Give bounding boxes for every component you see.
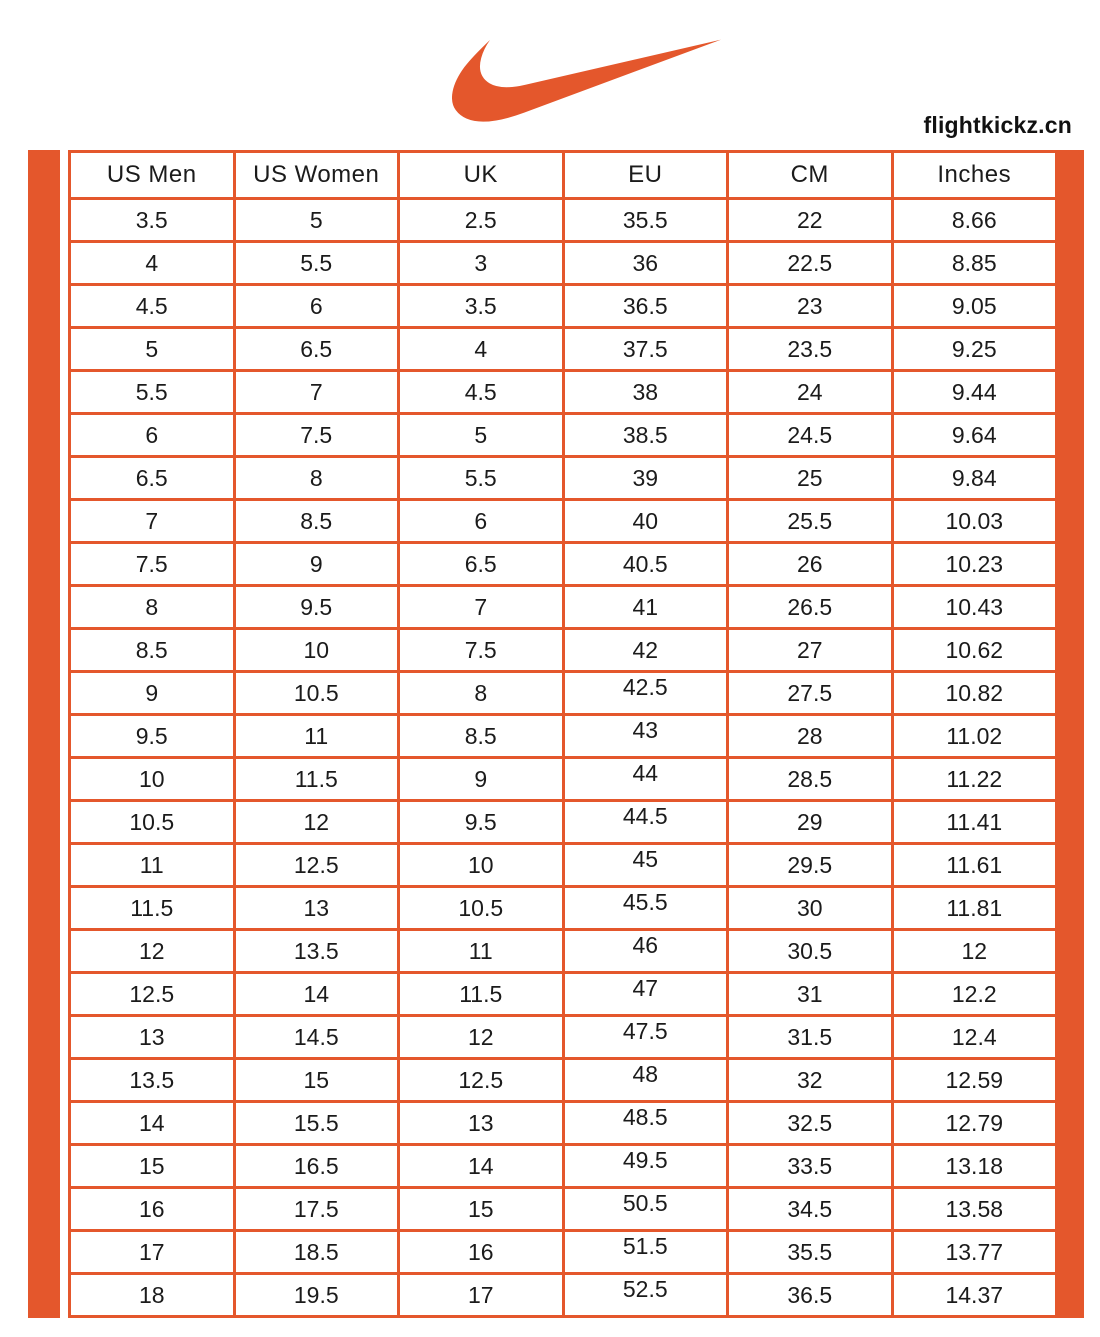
cell-uk: 5 <box>399 414 564 457</box>
cell-uk: 9 <box>399 758 564 801</box>
cell-eu: 40.5 <box>563 543 728 586</box>
cell-eu: 40 <box>563 500 728 543</box>
table-header <box>70 152 1057 199</box>
cell-us-women: 11.5 <box>234 758 399 801</box>
cell-inches: 9.05 <box>892 285 1057 328</box>
cell-inches: 12.59 <box>892 1059 1057 1102</box>
cell-cm: 31 <box>728 973 893 1016</box>
table-row <box>70 371 1057 414</box>
cell-uk: 14 <box>399 1145 564 1188</box>
table-row <box>70 801 1057 844</box>
cell-cm: 32 <box>728 1059 893 1102</box>
table-row <box>70 1231 1057 1274</box>
table-row <box>70 1059 1057 1102</box>
table-row <box>70 930 1057 973</box>
table-row <box>70 500 1057 543</box>
table-row <box>70 715 1057 758</box>
table-row <box>70 672 1057 715</box>
cell-inches: 10.23 <box>892 543 1057 586</box>
cell-eu: 48.5 <box>563 1102 728 1145</box>
table-row <box>70 1016 1057 1059</box>
cell-uk: 3.5 <box>399 285 564 328</box>
cell-uk: 12 <box>399 1016 564 1059</box>
cell-inches: 12.2 <box>892 973 1057 1016</box>
cell-us-women: 8 <box>234 457 399 500</box>
cell-eu: 36.5 <box>563 285 728 328</box>
cell-eu: 46 <box>563 930 728 973</box>
table-row <box>70 758 1057 801</box>
cell-us-women: 12 <box>234 801 399 844</box>
cell-us-women: 15 <box>234 1059 399 1102</box>
cell-us-men: 11 <box>70 844 235 887</box>
header-row <box>70 152 1057 199</box>
cell-inches: 9.44 <box>892 371 1057 414</box>
cell-inches: 11.81 <box>892 887 1057 930</box>
cell-us-men: 8.5 <box>70 629 235 672</box>
cell-cm: 31.5 <box>728 1016 893 1059</box>
cell-us-men: 4.5 <box>70 285 235 328</box>
table-row <box>70 414 1057 457</box>
cell-inches: 10.82 <box>892 672 1057 715</box>
cell-inches: 14.37 <box>892 1274 1057 1317</box>
cell-eu: 50.5 <box>563 1188 728 1231</box>
cell-us-women: 11 <box>234 715 399 758</box>
cell-eu: 42 <box>563 629 728 672</box>
cell-uk: 7 <box>399 586 564 629</box>
size-conversion-table <box>28 150 1084 1318</box>
cell-uk: 11 <box>399 930 564 973</box>
cell-us-women: 7.5 <box>234 414 399 457</box>
cell-us-men: 13 <box>70 1016 235 1059</box>
table-row <box>70 887 1057 930</box>
cell-us-men: 6 <box>70 414 235 457</box>
cell-cm: 27 <box>728 629 893 672</box>
table-row <box>70 973 1057 1016</box>
left-accent-strip <box>28 150 60 1318</box>
cell-cm: 30 <box>728 887 893 930</box>
cell-cm: 22.5 <box>728 242 893 285</box>
cell-cm: 24.5 <box>728 414 893 457</box>
cell-us-women: 17.5 <box>234 1188 399 1231</box>
table-row <box>70 285 1057 328</box>
cell-us-men: 12.5 <box>70 973 235 1016</box>
column-header-us-men: US Men <box>70 152 235 199</box>
cell-us-men: 14 <box>70 1102 235 1145</box>
cell-cm: 23.5 <box>728 328 893 371</box>
table-row <box>70 199 1057 242</box>
cell-us-men: 10 <box>70 758 235 801</box>
cell-cm: 26 <box>728 543 893 586</box>
cell-uk: 2.5 <box>399 199 564 242</box>
cell-us-men: 10.5 <box>70 801 235 844</box>
cell-cm: 32.5 <box>728 1102 893 1145</box>
cell-cm: 25.5 <box>728 500 893 543</box>
cell-cm: 29.5 <box>728 844 893 887</box>
cell-us-men: 3.5 <box>70 199 235 242</box>
cell-inches: 12 <box>892 930 1057 973</box>
column-header-us-women: US Women <box>234 152 399 199</box>
cell-us-women: 6 <box>234 285 399 328</box>
cell-us-women: 9.5 <box>234 586 399 629</box>
cell-us-women: 14.5 <box>234 1016 399 1059</box>
table-row <box>70 328 1057 371</box>
cell-us-women: 14 <box>234 973 399 1016</box>
cell-us-men: 12 <box>70 930 235 973</box>
cell-uk: 7.5 <box>399 629 564 672</box>
cell-us-men: 9.5 <box>70 715 235 758</box>
cell-inches: 9.64 <box>892 414 1057 457</box>
cell-cm: 28 <box>728 715 893 758</box>
cell-eu: 45 <box>563 844 728 887</box>
cell-inches: 10.03 <box>892 500 1057 543</box>
cell-eu: 45.5 <box>563 887 728 930</box>
cell-us-women: 13 <box>234 887 399 930</box>
cell-uk: 10.5 <box>399 887 564 930</box>
cell-inches: 10.62 <box>892 629 1057 672</box>
cell-us-men: 5.5 <box>70 371 235 414</box>
cell-us-men: 11.5 <box>70 887 235 930</box>
cell-cm: 25 <box>728 457 893 500</box>
table-row <box>70 586 1057 629</box>
cell-cm: 23 <box>728 285 893 328</box>
cell-us-men: 9 <box>70 672 235 715</box>
table-row <box>70 1145 1057 1188</box>
size-table <box>68 150 1058 1318</box>
cell-eu: 52.5 <box>563 1274 728 1317</box>
cell-uk: 16 <box>399 1231 564 1274</box>
cell-eu: 39 <box>563 457 728 500</box>
cell-us-women: 8.5 <box>234 500 399 543</box>
cell-eu: 44 <box>563 758 728 801</box>
cell-us-men: 17 <box>70 1231 235 1274</box>
nike-swoosh-icon <box>452 26 724 122</box>
watermark-text: flightkickz.cn <box>923 112 1072 138</box>
cell-us-women: 9 <box>234 543 399 586</box>
cell-uk: 12.5 <box>399 1059 564 1102</box>
table-row <box>70 543 1057 586</box>
cell-eu: 38 <box>563 371 728 414</box>
cell-eu: 36 <box>563 242 728 285</box>
cell-inches: 8.85 <box>892 242 1057 285</box>
cell-cm: 34.5 <box>728 1188 893 1231</box>
column-header-uk: UK <box>399 152 564 199</box>
cell-us-men: 18 <box>70 1274 235 1317</box>
cell-inches: 12.4 <box>892 1016 1057 1059</box>
column-header-eu: EU <box>563 152 728 199</box>
cell-uk: 6 <box>399 500 564 543</box>
cell-uk: 11.5 <box>399 973 564 1016</box>
cell-us-women: 12.5 <box>234 844 399 887</box>
cell-inches: 13.77 <box>892 1231 1057 1274</box>
cell-cm: 30.5 <box>728 930 893 973</box>
cell-us-women: 5.5 <box>234 242 399 285</box>
cell-eu: 44.5 <box>563 801 728 844</box>
cell-us-women: 13.5 <box>234 930 399 973</box>
cell-uk: 4.5 <box>399 371 564 414</box>
cell-us-women: 10.5 <box>234 672 399 715</box>
cell-uk: 3 <box>399 242 564 285</box>
cell-us-women: 7 <box>234 371 399 414</box>
cell-eu: 35.5 <box>563 199 728 242</box>
cell-inches: 9.25 <box>892 328 1057 371</box>
cell-us-men: 5 <box>70 328 235 371</box>
cell-inches: 8.66 <box>892 199 1057 242</box>
cell-us-men: 16 <box>70 1188 235 1231</box>
cell-cm: 33.5 <box>728 1145 893 1188</box>
cell-cm: 29 <box>728 801 893 844</box>
cell-eu: 49.5 <box>563 1145 728 1188</box>
cell-us-men: 7 <box>70 500 235 543</box>
column-header-inches: Inches <box>892 152 1057 199</box>
cell-eu: 43 <box>563 715 728 758</box>
cell-cm: 24 <box>728 371 893 414</box>
cell-us-women: 18.5 <box>234 1231 399 1274</box>
cell-us-men: 15 <box>70 1145 235 1188</box>
cell-uk: 8 <box>399 672 564 715</box>
column-header-cm: CM <box>728 152 893 199</box>
table-row <box>70 242 1057 285</box>
cell-us-women: 6.5 <box>234 328 399 371</box>
cell-inches: 12.79 <box>892 1102 1057 1145</box>
cell-cm: 22 <box>728 199 893 242</box>
table-row <box>70 629 1057 672</box>
cell-uk: 4 <box>399 328 564 371</box>
cell-inches: 11.41 <box>892 801 1057 844</box>
cell-us-men: 4 <box>70 242 235 285</box>
cell-cm: 27.5 <box>728 672 893 715</box>
cell-us-women: 15.5 <box>234 1102 399 1145</box>
cell-uk: 17 <box>399 1274 564 1317</box>
cell-inches: 9.84 <box>892 457 1057 500</box>
cell-us-women: 16.5 <box>234 1145 399 1188</box>
cell-uk: 8.5 <box>399 715 564 758</box>
cell-eu: 47 <box>563 973 728 1016</box>
cell-uk: 13 <box>399 1102 564 1145</box>
table-body <box>70 199 1057 1317</box>
cell-inches: 11.61 <box>892 844 1057 887</box>
table-row <box>70 457 1057 500</box>
cell-us-men: 7.5 <box>70 543 235 586</box>
cell-eu: 38.5 <box>563 414 728 457</box>
cell-uk: 6.5 <box>399 543 564 586</box>
right-accent-strip <box>1058 150 1084 1318</box>
cell-uk: 15 <box>399 1188 564 1231</box>
cell-us-women: 10 <box>234 629 399 672</box>
cell-inches: 11.22 <box>892 758 1057 801</box>
cell-eu: 41 <box>563 586 728 629</box>
cell-uk: 9.5 <box>399 801 564 844</box>
cell-eu: 48 <box>563 1059 728 1102</box>
cell-us-men: 8 <box>70 586 235 629</box>
cell-cm: 36.5 <box>728 1274 893 1317</box>
cell-uk: 10 <box>399 844 564 887</box>
cell-inches: 10.43 <box>892 586 1057 629</box>
cell-uk: 5.5 <box>399 457 564 500</box>
cell-us-women: 19.5 <box>234 1274 399 1317</box>
cell-us-women: 5 <box>234 199 399 242</box>
cell-us-men: 13.5 <box>70 1059 235 1102</box>
table-row <box>70 844 1057 887</box>
table-row <box>70 1188 1057 1231</box>
cell-eu: 37.5 <box>563 328 728 371</box>
cell-eu: 42.5 <box>563 672 728 715</box>
cell-cm: 28.5 <box>728 758 893 801</box>
table-row <box>70 1274 1057 1317</box>
table-row <box>70 1102 1057 1145</box>
cell-inches: 13.58 <box>892 1188 1057 1231</box>
cell-eu: 47.5 <box>563 1016 728 1059</box>
cell-inches: 11.02 <box>892 715 1057 758</box>
cell-eu: 51.5 <box>563 1231 728 1274</box>
cell-cm: 26.5 <box>728 586 893 629</box>
cell-cm: 35.5 <box>728 1231 893 1274</box>
cell-inches: 13.18 <box>892 1145 1057 1188</box>
cell-us-men: 6.5 <box>70 457 235 500</box>
